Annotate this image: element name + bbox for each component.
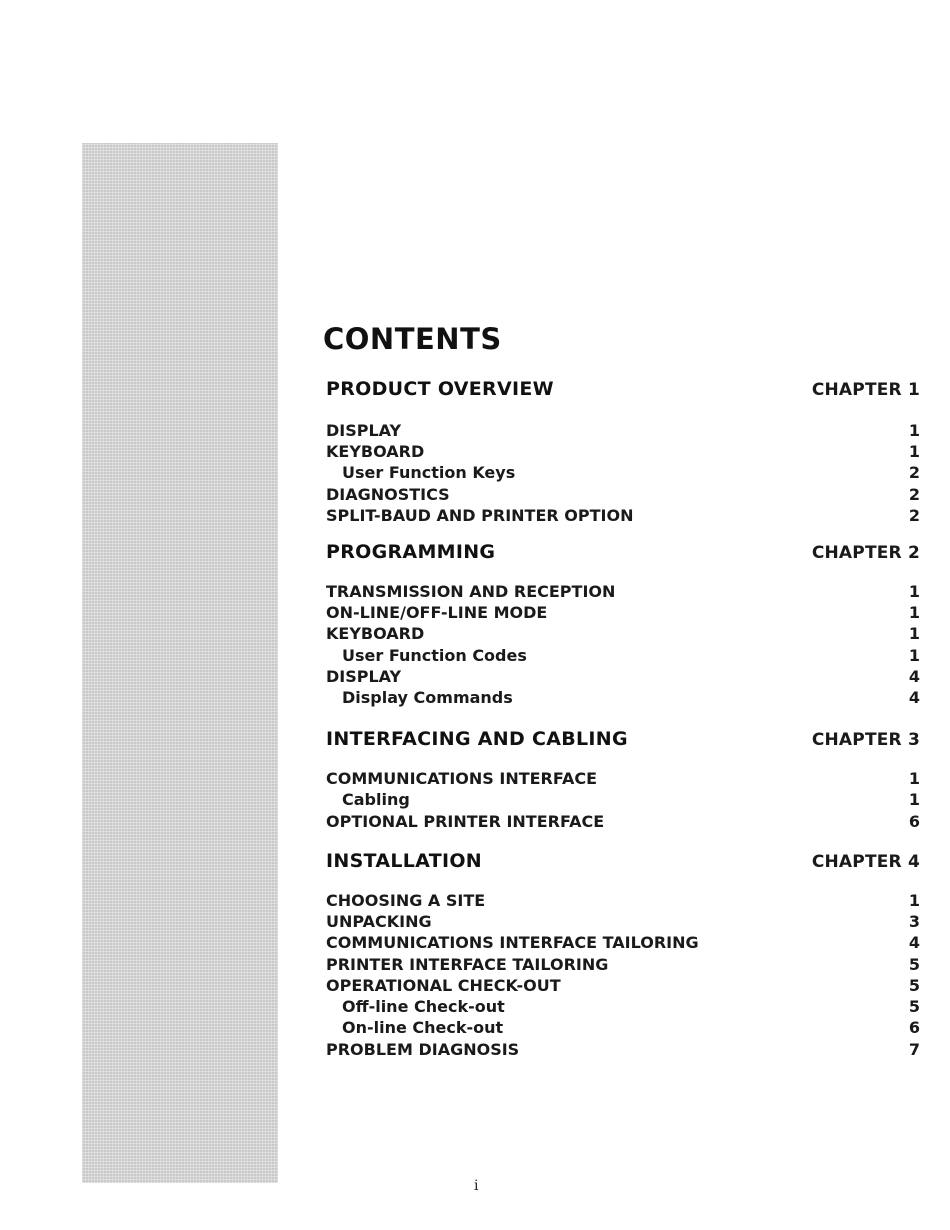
chapter-3-label: CHAPTER 3 <box>811 730 920 750</box>
chapter-4-label: CHAPTER 4 <box>811 852 920 872</box>
toc-subentry: Display Commands <box>342 688 513 707</box>
toc-page-number: 4 <box>908 667 920 686</box>
toc-page-number: 1 <box>908 769 920 788</box>
toc-entry: DISPLAY <box>326 421 402 440</box>
toc-page-number: 1 <box>908 603 920 622</box>
toc-entry: DISPLAY <box>326 667 402 686</box>
toc-entry: SPLIT-BAUD AND PRINTER OPTION <box>326 506 634 525</box>
toc-entry: KEYBOARD <box>326 442 425 461</box>
chapter-1-title: PRODUCT OVERVIEW <box>326 378 554 400</box>
chapter-4-title: INSTALLATION <box>326 850 482 872</box>
chapter-3-title: INTERFACING AND CABLING <box>326 728 628 750</box>
toc-page-number: 4 <box>908 933 920 952</box>
toc-page-number: 1 <box>908 421 920 440</box>
toc-page-number: 1 <box>908 582 920 601</box>
toc-page-number: 1 <box>908 891 920 910</box>
toc-entry: PROBLEM DIAGNOSIS <box>326 1040 520 1059</box>
toc-page-number: 3 <box>908 912 920 931</box>
toc-entry: ON-LINE/OFF-LINE MODE <box>326 603 548 622</box>
toc-entry: COMMUNICATIONS INTERFACE TAILORING <box>326 933 699 952</box>
toc-page-number: 1 <box>908 790 920 809</box>
toc-entry: OPTIONAL PRINTER INTERFACE <box>326 812 605 831</box>
toc-entry: DIAGNOSTICS <box>326 485 450 504</box>
toc-entry: COMMUNICATIONS INTERFACE <box>326 769 598 788</box>
toc-entry: CHOOSING A SITE <box>326 891 486 910</box>
toc-page-number: 7 <box>908 1040 920 1059</box>
toc-entry: PRINTER INTERFACE TAILORING <box>326 955 609 974</box>
toc-page-number: 6 <box>908 812 920 831</box>
toc-page-number: 1 <box>908 442 920 461</box>
toc-subentry: User Function Keys <box>342 463 516 482</box>
toc-entry: KEYBOARD <box>326 624 425 643</box>
toc-page-number: 6 <box>908 1018 920 1037</box>
toc-page-number: 5 <box>908 976 920 995</box>
page-title: CONTENTS <box>323 322 502 356</box>
toc-page-number: 2 <box>908 506 920 525</box>
chapter-sidebar <box>82 143 278 1183</box>
chapter-1-label: CHAPTER 1 <box>811 380 920 400</box>
toc-entry: OPERATIONAL CHECK-OUT <box>326 976 561 995</box>
toc-subentry: Cabling <box>342 790 410 809</box>
toc-page-number: 2 <box>908 463 920 482</box>
toc-entry: UNPACKING <box>326 912 432 931</box>
toc-page-number: 1 <box>908 646 920 665</box>
toc-page-number: 1 <box>908 624 920 643</box>
toc-page-number: 5 <box>908 997 920 1016</box>
chapter-2-title: PROGRAMMING <box>326 541 496 563</box>
toc-subentry: Off-line Check-out <box>342 997 505 1016</box>
toc-page-number: 4 <box>908 688 920 707</box>
toc-page-number: 2 <box>908 485 920 504</box>
footer-page-number: i <box>474 1178 479 1194</box>
toc-subentry: On-line Check-out <box>342 1018 504 1037</box>
chapter-2-label: CHAPTER 2 <box>811 543 920 563</box>
toc-subentry: User Function Codes <box>342 646 527 665</box>
toc-entry: TRANSMISSION AND RECEPTION <box>326 582 616 601</box>
toc-page-number: 5 <box>908 955 920 974</box>
